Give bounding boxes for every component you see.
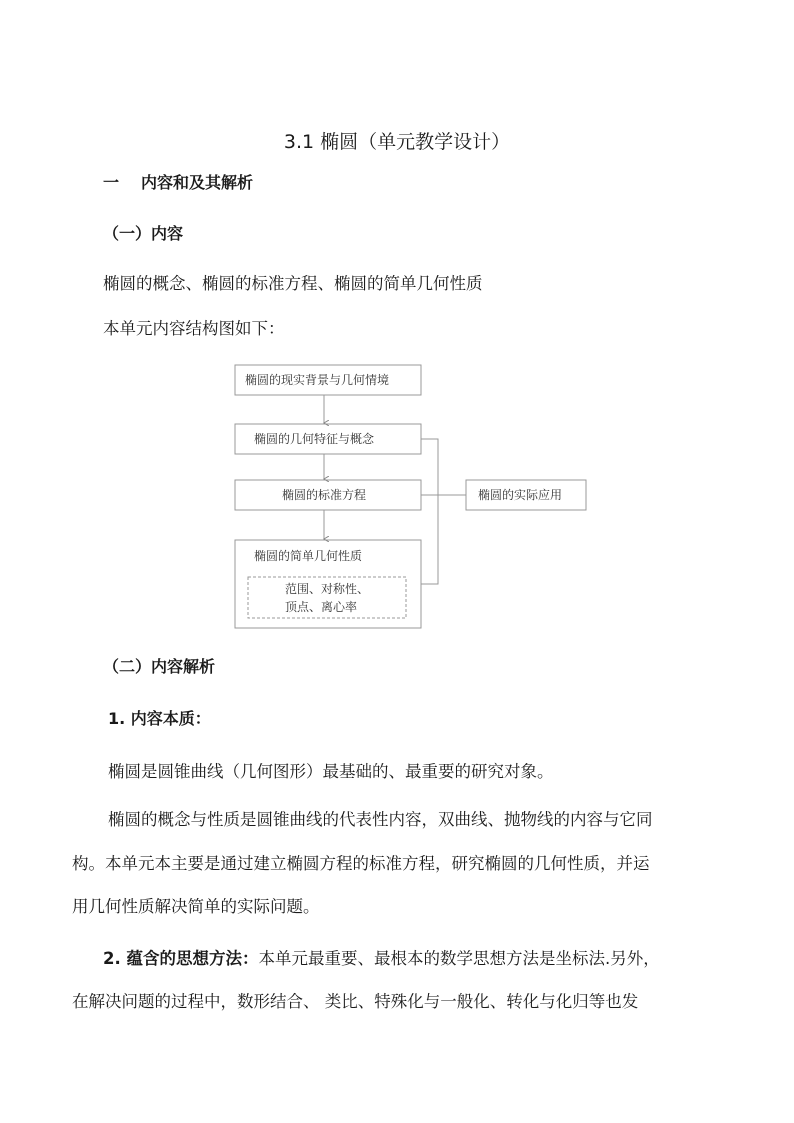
paragraph-structure-intro: 本单元内容结构图如下： <box>103 319 285 338</box>
point1-heading: 1. 内容本质： <box>108 709 211 728</box>
subsection-heading-analysis: （二）内容解析 <box>103 657 216 676</box>
connector-properties-to-application <box>421 495 438 584</box>
point2-heading: 2. 蕴含的思想方法： <box>103 949 259 968</box>
label-background: 椭圆的现实背景与几何情境 <box>245 373 390 387</box>
label-features: 椭圆的几何特征与概念 <box>254 432 375 446</box>
paragraph-topics: 椭圆的概念、椭圆的标准方程、椭圆的简单几何性质 <box>103 274 483 293</box>
paragraph-concept-line3: 用几何性质解决简单的实际问题。 <box>72 897 320 916</box>
label-properties-detail-1: 范围、对称性、 <box>285 582 370 596</box>
point2-line1 <box>103 945 660 969</box>
content-structure-diagram <box>230 360 600 635</box>
paragraph-concept-line2: 构。本单元本主要是通过建立椭圆方程的标准方程，研究椭圆的几何性质，并运 <box>72 854 650 873</box>
label-application: 椭圆的实际应用 <box>478 488 563 502</box>
paragraph-concept-line1: 椭圆的概念与性质是圆锥曲线的代表性内容，双曲线、抛物线的内容与它同 <box>108 810 653 829</box>
section-heading-1 <box>103 170 253 193</box>
point2-line2: 在解决问题的过程中，数形结合、 类比、特殊化与一般化、转化与化归等也发 <box>72 992 639 1011</box>
section-label: 内容和及其解析 <box>141 173 254 192</box>
connector-features-to-application <box>421 439 438 495</box>
label-equation: 椭圆的标准方程 <box>282 488 367 502</box>
label-properties: 椭圆的简单几何性质 <box>254 549 363 563</box>
section-number: 一 <box>103 173 120 192</box>
point1-text: 椭圆是圆锥曲线（几何图形）最基础的、最重要的研究对象。 <box>108 762 554 781</box>
page-title: 3.1 椭圆（单元教学设计） <box>283 131 511 153</box>
point2-text: 本单元最重要、最根本的数学思想方法是坐标法.另外， <box>258 949 660 968</box>
label-properties-detail-2: 顶点、离心率 <box>285 600 358 614</box>
subsection-heading-content: （一）内容 <box>103 224 184 243</box>
